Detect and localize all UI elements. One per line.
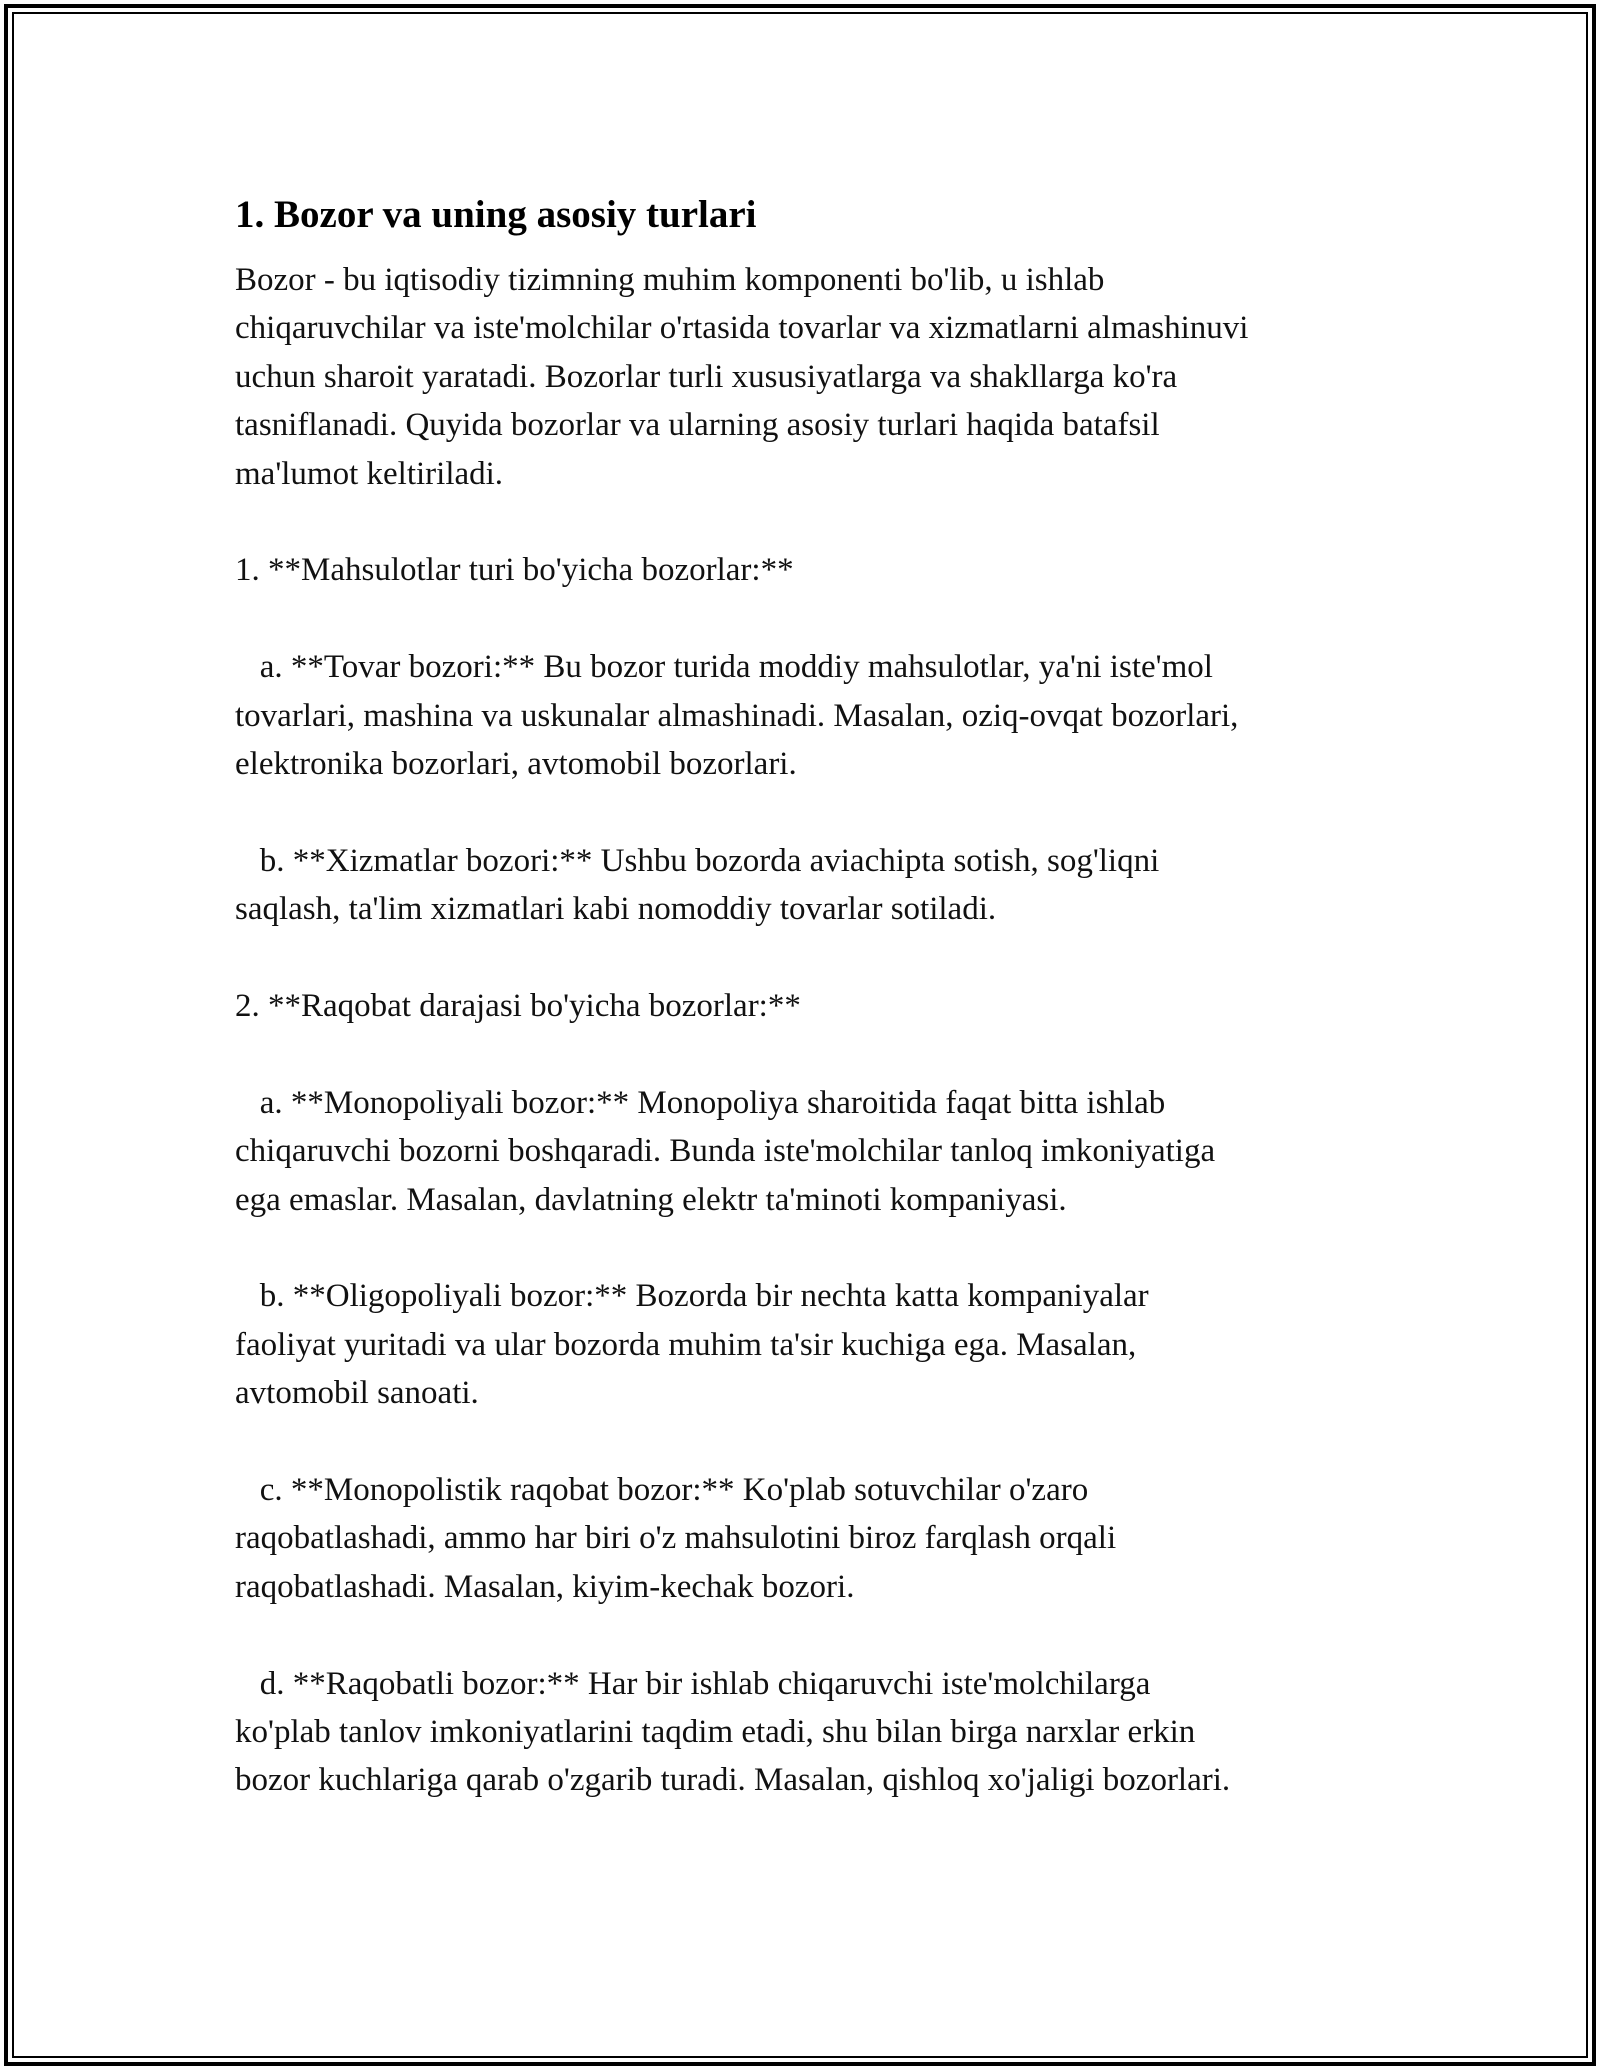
list-item-oligopoly-market: b. **Oligopoliyali bozor:** Bozorda bir nechta katta kompaniyalar faoliyat yuritadi va ular bozorda muhim ta'sir kuchiga ega. Masalan, avtomobil sanoati. [235, 1278, 1149, 1412]
section-heading-competition-level: 2. **Raqobat darajasi bo'yicha bozorlar:** [235, 988, 801, 1025]
document-body [235, 188, 1375, 1805]
list-item-monopoly-market: a. **Monopoliyali bozor:** Monopoliya sharoitida faqat bitta ishlab chiqaruvchi bozorni boshqaradi. Bunda iste'molchilar tanloq imkoniyatiga ega emaslar. Masalan, davlatning elektr ta'minoti kompaniyasi. [235, 1084, 1216, 1218]
paragraph-spacer [235, 498, 1375, 546]
paragraph-spacer [235, 1224, 1375, 1272]
list-item-competitive-market: d. **Raqobatli bozor:** Har bir ishlab chiqaruvchi iste'molchilarga ko'plab tanlov imkoniyatlarini taqdim etadi, shu bilan birga narxlar erkin bozor kuchlariga qarab o'zgarib turadi. Masalan, qishloq xo'jaligi bozorlari. [235, 1665, 1231, 1799]
paragraph-spacer [235, 1418, 1375, 1466]
paragraph-spacer [235, 788, 1375, 836]
list-item-goods-market: a. **Tovar bozori:** Bu bozor turida moddiy mahsulotlar, ya'ni iste'mol tovarlari, mashina va uskunalar almashinadi. Masalan, oziq-ovqat bozorlari, elektronika bozorlari, avtomobil bozorlari. [235, 649, 1239, 783]
paragraph-spacer [235, 1611, 1375, 1659]
paragraph-spacer [235, 934, 1375, 982]
list-item-services-market: b. **Xizmatlar bozori:** Ushbu bozorda aviachipta sotish, sog'liqni saqlash, ta'lim xizmatlari kabi nomoddiy tovarlar sotiladi. [235, 842, 1160, 928]
list-item-monopolistic-competition-market: c. **Monopolistik raqobat bozor:** Ko'plab sotuvchilar o'zaro raqobatlashadi, ammo har biri o'z mahsulotini biroz farqlash orqali raqobatlashadi. Masalan, kiyim-kechak bozori. [235, 1472, 1117, 1605]
section-heading-product-types: 1. **Mahsulotlar turi bo'yicha bozorlar:** [235, 552, 794, 589]
paragraph-spacer [235, 1030, 1375, 1078]
document-title: 1. Bozor va uning asosiy turlari [235, 193, 757, 236]
paragraph-spacer [235, 595, 1375, 643]
paragraph-intro: Bozor - bu iqtisodiy tizimning muhim komponenti bo'lib, u ishlab chiqaruvchilar va iste'molchilar o'rtasida tovarlar va xizmatlarni almashinuvi uchun sharoit yaratadi. Bozorlar turli xususiyatlarga va shakllarga ko'ra tasniflanadi. Quyida bozorlar va ularning asosiy turlari haqida batafsil ma'lumot keltiriladi. [235, 262, 1249, 492]
